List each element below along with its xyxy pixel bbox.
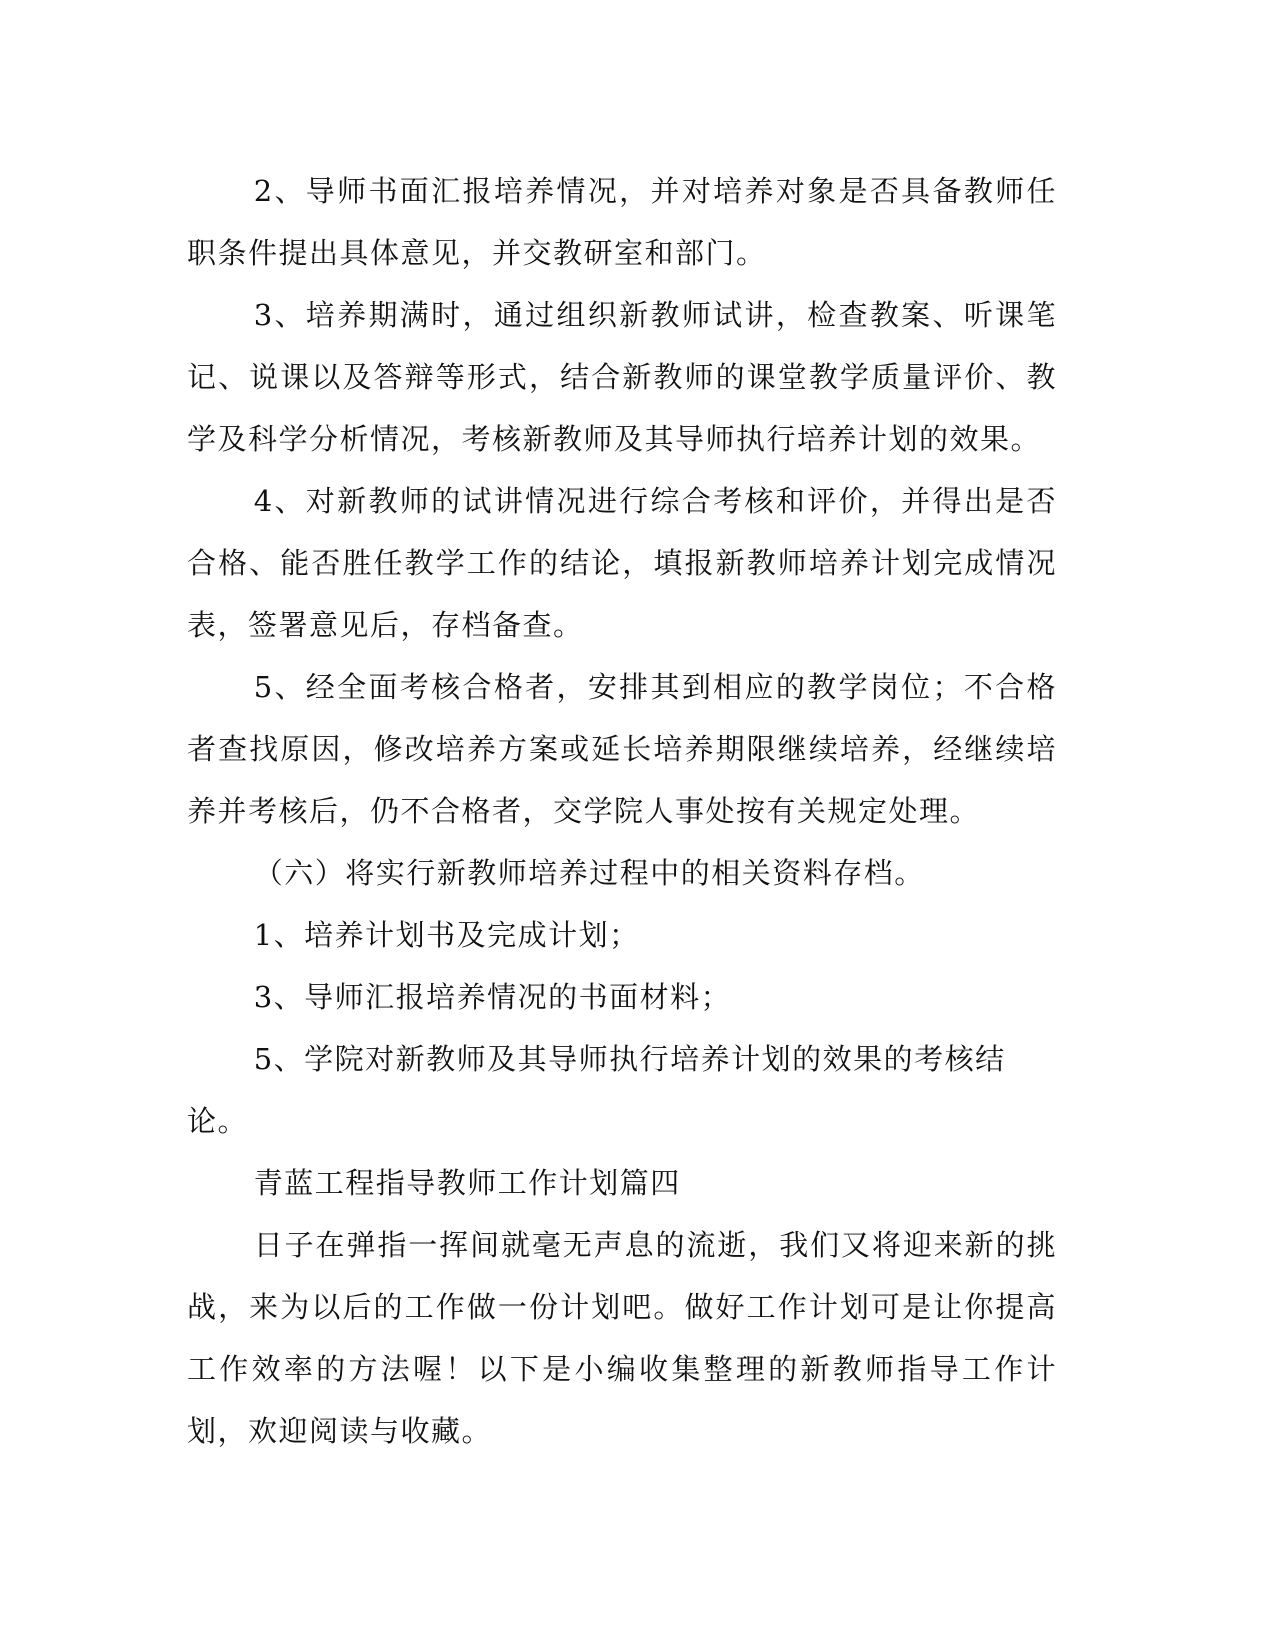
archive-item-5: 5、学院对新教师及其导师执行培养计划的效果的考核结论。 [187,1042,1006,1138]
paragraph-item-3: 3、培养期满时，通过组织新教师试讲，检查教案、听课笔记、说课以及答辩等形式，结合新教师的课堂教学质量评价、教学及科学分析情况，考核新教师及其导师执行培养计划的效果。 [187,298,1057,456]
section-heading-six: （六）将实行新教师培养过程中的相关资料存档。 [253,856,925,890]
archive-item-1: 1、培养计划书及完成计划； [253,918,640,952]
intro-paragraph: 日子在弹指一挥间就毫无声息的流逝，我们又将迎来新的挑战，来为以后的工作做一份计划吧。做好工作计划可是让你提高工作效率的方法喔！以下是小编收集整理的新教师指导工作计划，欢迎阅读与收藏。 [187,1228,1057,1448]
archive-item-3: 3、导师汇报培养情况的书面材料； [253,980,732,1014]
paragraph-item-2: 2、导师书面汇报培养情况，并对培养对象是否具备教师任职条件提出具体意见，并交教研室和部门。 [187,174,1057,270]
paragraph-item-5: 5、经全面考核合格者，安排其到相应的教学岗位；不合格者查找原因，修改培养方案或延长培养期限继续培养，经继续培养并考核后，仍不合格者，交学院人事处按有关规定处理。 [187,670,1057,828]
chapter-title: 青蓝工程指导教师工作计划篇四 [253,1166,681,1200]
paragraph-item-4: 4、对新教师的试讲情况进行综合考核和评价，并得出是否合格、能否胜任教学工作的结论，填报新教师培养计划完成情况表，签署意见后，存档备查。 [187,484,1057,642]
document-body [187,160,1057,1462]
